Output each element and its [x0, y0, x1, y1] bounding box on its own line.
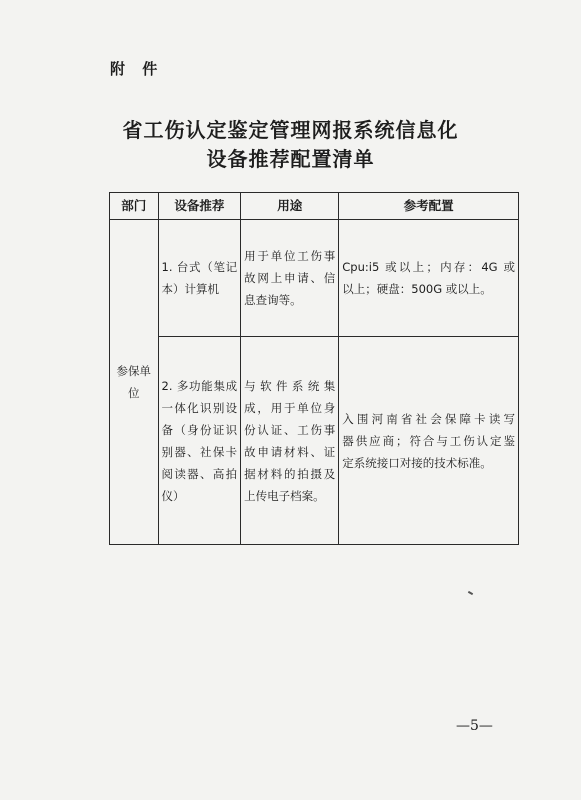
table-header-row [110, 193, 519, 220]
usage-cell: 与软件系统集 成，用于单位身 份认证、工伤事 故申请材料、证 据材料的拍摄及 上传电子档案。 [241, 337, 339, 545]
page-number: —5— [456, 718, 493, 734]
table-row [110, 337, 519, 545]
column-header-department: 部门 [110, 193, 159, 220]
column-header-usage: 用途 [241, 193, 339, 220]
department-cell: 参保单位 [110, 220, 159, 545]
equipment-cell: 2. 多功能集成 一体化识别设 备（身份证识 别器、社保卡 阅读器、高拍 仪） [158, 337, 241, 545]
scan-mark [468, 591, 473, 595]
config-cell: Cpu:i5 或以上；内存：4G 或 以上；硬盘：500G 或以上。 [339, 220, 519, 337]
usage-cell: 用于单位工伤事 故网上申请、信 息查询等。 [241, 220, 339, 337]
attachment-label: 附 件 [110, 60, 164, 78]
document-title-line2: 设备推荐配置清单 [206, 147, 375, 171]
equipment-cell: 1. 台式（笔记 本）计算机 [158, 220, 241, 337]
table-row [110, 220, 519, 337]
config-cell: 入围河南省社会保障卡读写 器供应商；符合与工伤认定鉴 定系统接口对接的技术标准。 [339, 337, 519, 545]
column-header-config: 参考配置 [339, 193, 519, 220]
document-title-line1: 省工伤认定鉴定管理网报系统信息化 [122, 118, 459, 142]
equipment-config-table [109, 192, 519, 545]
column-header-equipment: 设备推荐 [158, 193, 241, 220]
